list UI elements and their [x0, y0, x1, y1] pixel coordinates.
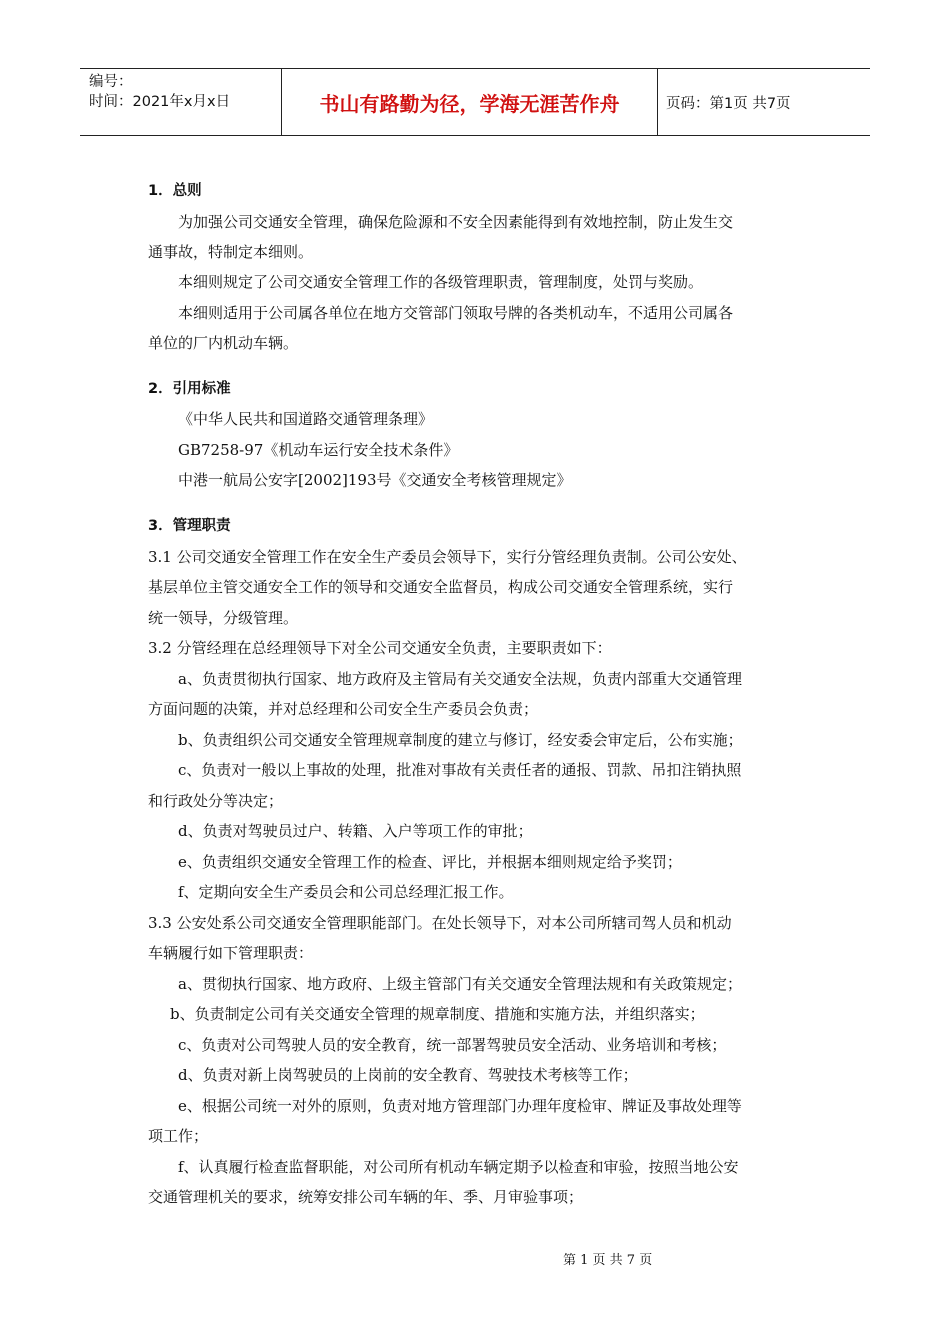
section-heading-responsibilities: 3．管理职责	[148, 518, 231, 534]
header-info	[80, 69, 282, 135]
list-item: f、定期向安全生产委员会和公司总经理汇报工作。	[178, 883, 514, 901]
reference-item: 中港一航局公安字[2002]193号《交通安全考核管理规定》	[178, 471, 572, 489]
body-line: 通事故，特制定本细则。	[148, 243, 314, 261]
body-line: 3.1 公司交通安全管理工作在安全生产委员会领导下，实行分管经理负责制。公司公安处、	[148, 548, 747, 566]
reference-item: GB7258-97《机动车运行安全技术条件》	[178, 441, 459, 459]
body-line: 基层单位主管交通安全工作的领导和交通安全监督员，构成公司交通安全管理系统，实行	[148, 578, 734, 596]
section-heading-general: 1．总则	[148, 183, 202, 199]
body-line: 单位的厂内机动车辆。	[148, 334, 299, 352]
body-line: 统一领导，分级管理。	[148, 609, 299, 627]
list-item: d、负责对新上岗驾驶员的上岗前的安全教育、驾驶技术考核等工作；	[178, 1066, 638, 1084]
list-item-continuation: 项工作；	[148, 1127, 209, 1145]
section-heading-references: 2．引用标准	[148, 381, 231, 397]
header-page-code: 页码：第1页 共7页	[666, 95, 791, 112]
list-item: c、负责对一般以上事故的处理，批准对事故有关责任者的通报、罚款、吊扣注销执照	[178, 761, 742, 779]
body-line: 3.2 分管经理在总经理领导下对全公司交通安全负责，主要职责如下：	[148, 639, 612, 657]
list-item: b、负责制定公司有关交通安全管理的规章制度、措施和实施方法，并组织落实；	[170, 1005, 705, 1023]
reference-item: 《中华人民共和国道路交通管理条理》	[178, 410, 434, 428]
list-item-continuation: 交通管理机关的要求，统筹安排公司车辆的年、季、月审验事项；	[148, 1188, 584, 1206]
body-line: 本细则适用于公司属各单位在地方交管部门领取号牌的各类机动车，不适用公司属各	[178, 304, 734, 322]
footer-page-number: 第 1 页 共 7 页	[563, 1253, 653, 1268]
body-line: 3.3 公安处系公司交通安全管理职能部门。在处长领导下，对本公司所辖司驾人员和机动	[148, 914, 732, 932]
list-item: e、负责组织交通安全管理工作的检查、评比，并根据本细则规定给予奖罚；	[178, 853, 682, 871]
body-line: 本细则规定了公司交通安全管理工作的各级管理职责，管理制度，处罚与奖励。	[178, 273, 704, 291]
list-item: a、负责贯彻执行国家、地方政府及主管局有关交通安全法规，负责内部重大交通管理	[178, 670, 742, 688]
list-item: e、根据公司统一对外的原则，负责对地方管理部门办理年度检审、牌证及事故处理等	[178, 1097, 742, 1115]
header-motto: 书山有路勤为径，学海无涯苦作舟	[282, 69, 658, 135]
list-item: d、负责对驾驶员过户、转籍、入户等项工作的审批；	[178, 822, 533, 840]
list-item-continuation: 方面问题的决策，并对总经理和公司安全生产委员会负责；	[148, 700, 539, 718]
list-item: b、负责组织公司交通安全管理规章制度的建立与修订，经安委会审定后，公布实施；	[178, 731, 743, 749]
document-number-label: 编号：	[89, 74, 133, 90]
list-item-continuation: 和行政处分等决定；	[148, 792, 284, 810]
list-item: f、认真履行检查监督职能，对公司所有机动车辆定期予以检查和审验，按照当地公安	[178, 1158, 739, 1176]
page-header	[80, 68, 870, 136]
body-line: 为加强公司交通安全管理，确保危险源和不安全因素能得到有效地控制，防止发生交	[178, 213, 734, 231]
document-time-label: 时间：2021年x月x日	[89, 94, 231, 110]
body-line: 车辆履行如下管理职责：	[148, 944, 314, 962]
list-item: c、负责对公司驾驶人员的安全教育，统一部署驾驶员安全活动、业务培训和考核；	[178, 1036, 727, 1054]
list-item: a、贯彻执行国家、地方政府、上级主管部门有关交通安全管理法规和有关政策规定；	[178, 975, 742, 993]
